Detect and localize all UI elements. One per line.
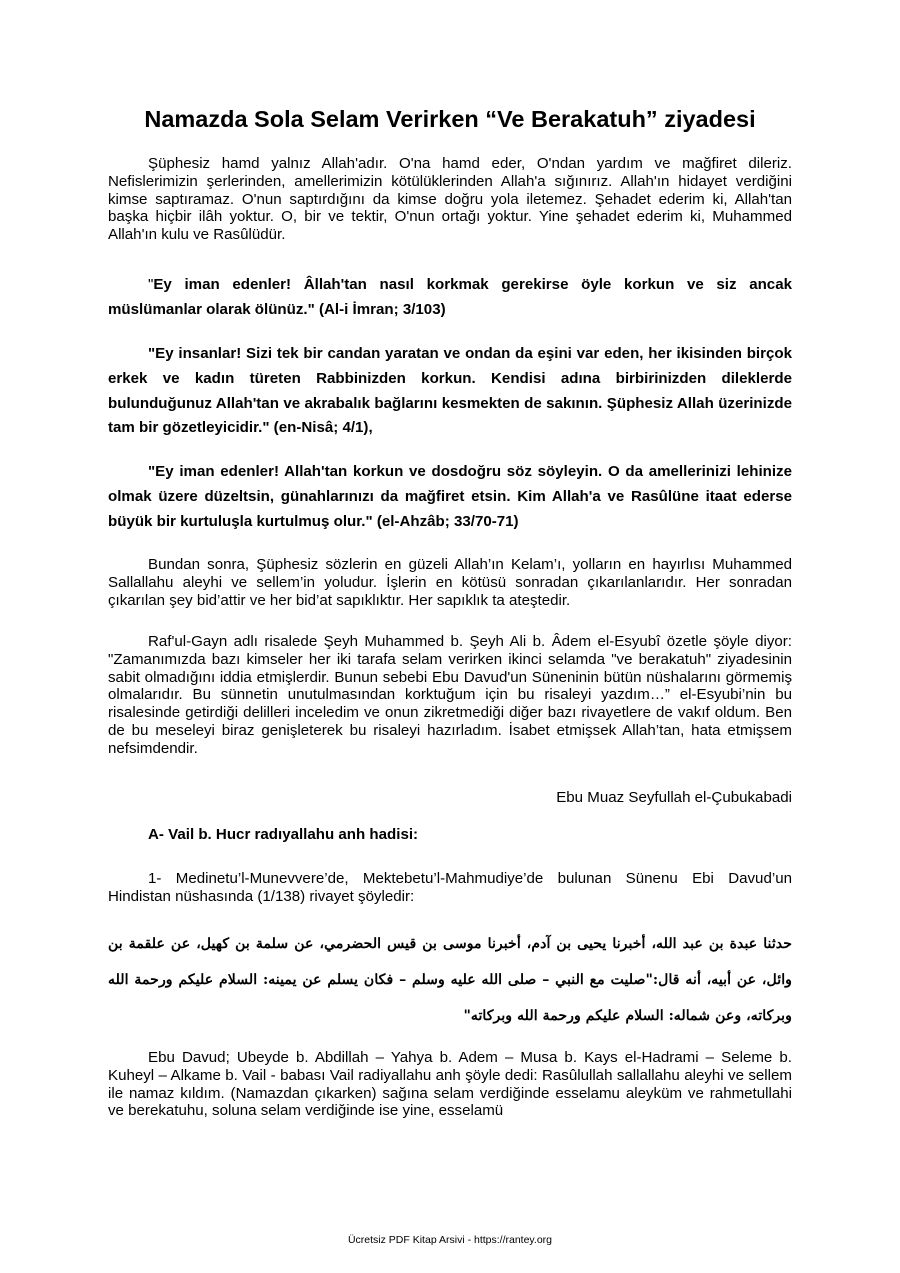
quote-text: "Ey insanlar! Sizi tek bir candan yaratan ve ondan da eşini var eden, her ikisinden birçok erkek ve kadın türeten Rabbinizden korkun. Kendisi adına birbirinizden dileklerde bulunduğunuz Allah'tan ve akrabalık bağlarını kesmekten de sakının. Şüphesiz Allah üzerinizde tam bir gözetleyicidir." (en-Nisâ; 4/1), [108, 345, 792, 437]
quote-text: "Ey iman edenler! Allah'tan korkun ve dosdoğru söz söyleyin. O da amellerinizi lehinize olmak üzere düzeltsin, günahlarınızı da mağfiret etsin. Kim Allah'a ve Rasûlüne itaat ederse büyük bir kurtuluşla kurtulmuş olur." (el-Ahzâb; 33/70-71) [108, 463, 792, 530]
quote-open-mark: " [148, 276, 154, 293]
document-title: Namazda Sola Selam Verirken “Ve Berakatuh” ziyadesi [144, 106, 756, 132]
medine-paragraph: 1- Medinetu’l-Munevvere’de, Mektebetu’l-Mahmudiye’de bulunan Sünenu Ebi Davud’un Hindistan nüshasında (1/138) rivayet şöyledir: [108, 870, 792, 905]
bundan-sonra-paragraph: Bundan sonra, Şüphesiz sözlerin en güzeli Allah’ın Kelam’ı, yolların en hayırlısı Muhammed Sallallahu aleyhi ve sellem’in yoludur. İşlerin en kötüsü sonradan çıkarılanlarıdır. Her sonradan çıkarılan şey bid’attir ve her bid’at sapıklıktır. Her sapıklık ta ateştedir. [108, 556, 792, 609]
quote-ahzab [108, 460, 792, 534]
quote-text: Ey iman edenler! Âllah'tan nasıl korkmak gerekirse öyle korkun ve siz ancak müslümanlar olarak ölünüz." (Al-i İmran; 3/103) [108, 276, 792, 318]
page-footer: Ücretsiz PDF Kitap Arsivi - https://rantey.org [347, 1234, 553, 1246]
section-heading: A- Vail b. Hucr radıyallahu anh hadisi: [148, 826, 419, 843]
intro-paragraph: Şüphesiz hamd yalnız Allah'adır. O'na hamd eder, O'ndan yardım ve mağfiret dileriz. Nefislerimizin şerlerinden, amellerimizin kötülüklerinden Allah'a sığınırız. Allah'ın hidayet verdiğini kimse saptıramaz. O'nun saptırdığını da kimse doğru yola iletemez. Şehadet ederim ki, Allah'tan başka hiçbir ilâh yoktur. O, bir ve tektir, O'nun ortağı yoktur. Yine şehadet ederim ki, Muhammed Allah'ın kulu ve Rasûlüdür. [108, 155, 792, 244]
quote-ali-imran [108, 273, 792, 323]
arabic-hadith-text: حدثنا عبدة بن عبد الله، أخبرنا يحيى بن آدم، أخبرنا موسى بن قيس الحضرمي، عن سلمة بن كهيل، عن علقمة بن وائل، عن أبيه، أنه قال:"صليت مع النبي – صلى الله عليه وسلم – فكان يسلم عن يمينه: السلام عليكم ورحمة الله وبركاته، وعن شماله: السلام عليكم ورحمة الله وبركاته" [108, 936, 792, 1024]
quote-nisa [108, 342, 792, 441]
ebu-davud-paragraph: Ebu Davud; Ubeyde b. Abdillah – Yahya b. Adem – Musa b. Kays el-Hadrami – Seleme b. Kuheyl – Alkame b. Vail - babası Vail radiyallahu anh şöyle dedi: Rasûlullah sallallahu aleyhi ve sellem ile namaz kıldım. (Namazdan çıkarken) sağına selam verdiğinde esselamu aleyküm ve rahmetullahi ve berekatuhu, soluna selam verdiğinde ise yine, esselamü [108, 1049, 792, 1120]
raful-gayn-paragraph: Raf'ul-Gayn adlı risalede Şeyh Muhammed b. Şeyh Ali b. Âdem el-Esyubî özetle şöyle diyor: "Zamanımızda bazı kimseler her iki tarafa selam verirken ikinci selamda "ve berakatuh" ziyadesinin sabit olmadığını iddia etmişlerdir. Bunun sebebi Ebu Davud'un Süneninin bütün nüshalarını görmemiş olmalarıdır. Bu sünnetin unutulmasından korktuğum için bu risaleyi yazdım…” el-Esyubi’nin bu risalesinde getirdiği delilleri inceledim ve onun zikretmediği diğer bazı rivayetlere de vakıf oldum. Ben de bu meseleyi biraz genişleterek bu risaleyi hazırladım. İsabet etmişsek Allah’tan, hata etmişsem nefsimdendir. [108, 633, 792, 757]
author-signature: Ebu Muaz Seyfullah el-Çubukabadi [556, 789, 792, 806]
